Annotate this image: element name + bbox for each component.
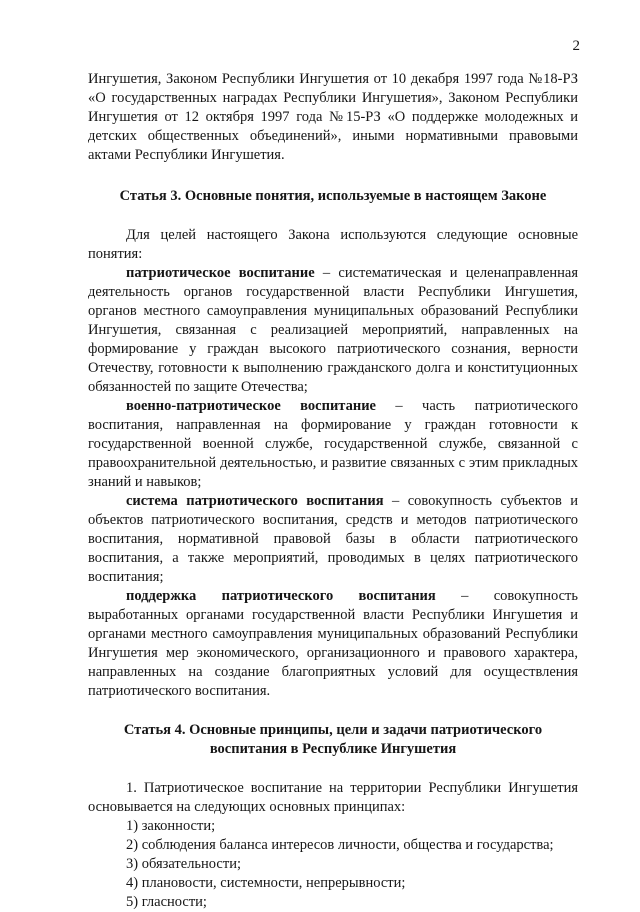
principle-item: 3) обязательности; xyxy=(126,856,241,872)
page-number: 2 xyxy=(572,38,580,54)
definition-text: – систематическая и целенаправленная деятельность органов государственной власти Республики Ингушетия, органов местного самоуправления муниципальных образований Республики Ингушетия, связанная с реализацией мероприятий, направленных на формирование у граждан высокого патриотического сознания, верности Отечеству, готовности к выполнению гражданского долга и конституционных обязанностей по защите Отечества; xyxy=(88,265,578,395)
article-4-heading xyxy=(88,721,578,759)
article-4-heading-line1: Статья 4. Основные принципы, цели и задачи патриотического xyxy=(123,722,543,738)
definition-paragraph xyxy=(88,492,578,587)
principle-item: 4) плановости, системности, непрерывности; xyxy=(126,875,406,891)
definition-term: военно-патриотическое воспитание xyxy=(126,398,376,414)
definition-text: – часть патриотического воспитания, направленная на формирование у граждан готовности к государственной военной службе, государственной службе, связанной с правоохранительной деятельностью, и развитие связанных с этим прикладных знаний и навыков; xyxy=(88,398,578,490)
article-3-intro: Для целей настоящего Закона используются следующие основные понятия: xyxy=(88,227,578,262)
definition-paragraph xyxy=(88,587,578,701)
definition-text: – совокупность выработанных органами государственной власти Республики Ингушетия и органами местного самоуправления муниципальных образований Республики Ингушетия мер экономического, организационного и правового характера, направленных на создание благоприятных условий для осуществления патриотического воспитания. xyxy=(88,588,578,699)
definition-term: система патриотического воспитания xyxy=(126,493,384,509)
article-4-heading-line2: воспитания в Республике Ингушетия xyxy=(209,741,457,757)
definition-paragraph xyxy=(88,264,578,397)
intro-paragraph: Ингушетия, Законом Республики Ингушетия от 10 декабря 1997 года №18-РЗ «О государственных наградах Республики Ингушетия», Законом Республики Ингушетия от 12 октября 1997 года №15-РЗ «О поддержке молодежных и детских общественных объединений», иными нормативными правовыми актами Республики Ингушетия. xyxy=(88,71,578,163)
definition-term: патриотическое воспитание xyxy=(126,265,315,281)
definition-paragraph xyxy=(88,397,578,492)
article-4-point-1: 1. Патриотическое воспитание на территории Республики Ингушетия основывается на следующих основных принципах: xyxy=(88,780,578,815)
document-body xyxy=(88,70,578,912)
principle-item: 5) гласности; xyxy=(126,894,207,910)
definition-text: – совокупность субъектов и объектов патриотического воспитания, средств и методов патриотического воспитания, нормативной правовой базы в области патриотического воспитания, а также мероприятий, проводимых в целях патриотического воспитания; xyxy=(88,493,578,585)
principle-item: 1) законности; xyxy=(126,818,216,834)
principle-item: 2) соблюдения баланса интересов личности, общества и государства; xyxy=(126,837,554,853)
article-3-heading: Статья 3. Основные понятия, используемые в настоящем Законе xyxy=(119,188,547,204)
definition-term: поддержка патриотического воспитания xyxy=(126,588,436,604)
